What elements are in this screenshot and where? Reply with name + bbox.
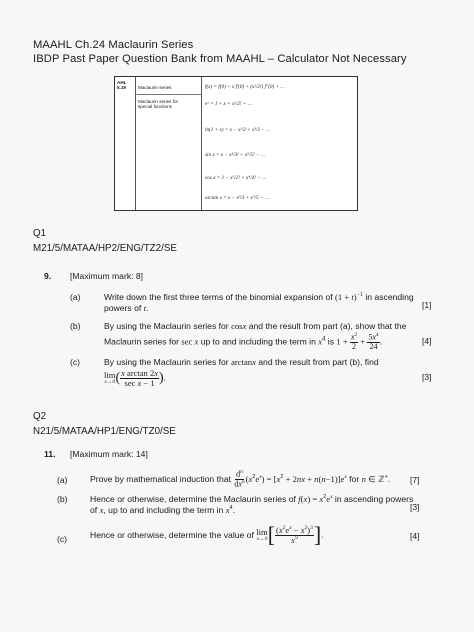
formula-sin: sin x = x − x³/3! + x⁵/5! − … xyxy=(205,152,266,158)
q1-code: M21/5/MATAA/HP2/ENG/TZ2/SE xyxy=(33,243,177,254)
q1a-mark: [1] xyxy=(422,300,432,310)
q2-code: N21/5/MATAA/HP1/ENG/TZ0/SE xyxy=(33,426,176,437)
q1b-label: (b) xyxy=(70,321,81,331)
q1-label: Q1 xyxy=(33,228,47,239)
q2a-label: (a) xyxy=(57,475,68,485)
q1b-mark: [4] xyxy=(422,336,432,346)
formula-code-column xyxy=(115,77,136,210)
formula-code-line1: AHL xyxy=(117,80,127,85)
formula-label-column xyxy=(135,77,202,210)
q1a-line1: Write down the first three terms of the binomial expansion of $(1 + t)^{-1}$ in ascending xyxy=(104,292,414,302)
formula-arctan: arctan x = x − x³/3 + x⁵/5 − … xyxy=(205,195,270,201)
q2-label: Q2 xyxy=(33,411,47,422)
formula-cos: cos x = 1 − x²/2! + x⁴/4! − … xyxy=(205,175,267,181)
q2c-mark: [4] xyxy=(410,531,420,541)
formula-code-line2: 5.19 xyxy=(117,85,126,90)
q2c-text: Hence or otherwise, determine the value of lim x→0 [ $\frac{(x^2e^x - x^2)^3}{x^9}$ ]. xyxy=(90,522,324,547)
q2-max-mark: [Maximum mark: 14] xyxy=(70,449,148,459)
formula-exp: eˣ = 1 + x + x²/2! + … xyxy=(205,101,253,107)
row2-label-line1: Maclaurin series for xyxy=(138,99,179,104)
page-title: MAAHL Ch.24 Maclaurin Series xyxy=(33,39,194,51)
formula-ln: ln(1 + x) = x − x²/2 + x³/3 − … xyxy=(205,127,271,133)
q1c-line1: By using the Maclaurin series for arctanx and the result from part (b), find xyxy=(104,357,379,367)
q2a-text: Prove by mathematical induction that $\frac{d^n}{dx^n}$ $(x^2e^x) = [x^2 + 2nx + n(n-1)]e^x$ for n ∈ ℤ+. xyxy=(90,469,391,489)
q1-max-mark: [Maximum mark: 8] xyxy=(70,271,144,281)
q1c-limit: lim x→0 ( $\frac{\text{x arctan 2x}}{\text{sec x − 1}}$ ). xyxy=(104,368,167,388)
q1b-line2: Maclaurin series for sec x up to and including the term in $x^4$ is 1 + $\frac{x^2}{2}$ + $\frac{5x^4}{24}$ . xyxy=(104,332,383,352)
row2-label-line2: special functions xyxy=(138,104,172,109)
page-subtitle: IBDP Past Paper Question Bank from MAAHL – Calculator Not Necessary xyxy=(33,53,407,65)
q1b-line1: By using the Maclaurin series for cosx and the result from part (a), show that the xyxy=(104,321,407,331)
formula-general: f(x) = f(0) + x f′(0) + (x²/2!) f″(0) + … xyxy=(205,84,285,90)
q1a-line2: powers of t. xyxy=(104,303,149,313)
q2b-label: (b) xyxy=(57,494,68,504)
q1a-label: (a) xyxy=(70,292,81,302)
q2c-label: (c) xyxy=(57,534,68,544)
formula-booklet-box xyxy=(114,76,358,211)
q1c-label: (c) xyxy=(70,357,81,367)
q1c-mark: [3] xyxy=(422,372,432,382)
row-divider xyxy=(135,94,201,95)
q2b-line2: of x, up to and including the term in $x^4$. xyxy=(90,505,235,515)
q2b-mark: [3] xyxy=(410,502,420,512)
q1-number: 9. xyxy=(44,271,52,281)
q2-number: 11. xyxy=(44,449,56,459)
row1-label: Maclaurin series xyxy=(138,85,172,90)
q2b-line1: Hence or otherwise, determine the Maclaurin series of $f(x) = x^2e^x$ in ascending powers xyxy=(90,494,414,504)
q2a-mark: [7] xyxy=(410,475,420,485)
